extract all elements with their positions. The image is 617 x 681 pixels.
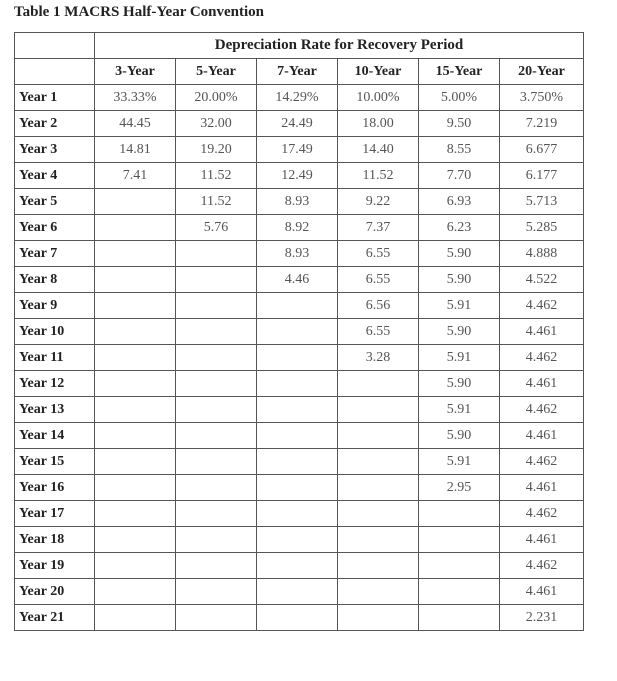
rate-cell: 4.461: [500, 475, 584, 501]
rate-cell: [95, 605, 176, 631]
row-label: Year 6: [15, 215, 95, 241]
rate-cell: [257, 527, 338, 553]
rate-cell: [419, 579, 500, 605]
column-header-row: [15, 59, 584, 85]
rate-cell: [419, 553, 500, 579]
column-header-7-year: 7-Year: [257, 59, 338, 85]
rate-cell: 24.49: [257, 111, 338, 137]
row-label: Year 21: [15, 605, 95, 631]
rate-cell: 6.677: [500, 137, 584, 163]
rate-cell: 17.49: [257, 137, 338, 163]
table-row: [15, 85, 584, 111]
rate-cell: [95, 293, 176, 319]
rate-cell: 4.462: [500, 397, 584, 423]
table-row: [15, 137, 584, 163]
group-header-row: [15, 33, 584, 59]
table-caption: Table 1 MACRS Half-Year Convention: [14, 4, 265, 20]
row-label: Year 8: [15, 267, 95, 293]
rate-cell: [95, 475, 176, 501]
rate-cell: 3.750%: [500, 85, 584, 111]
row-label: Year 20: [15, 579, 95, 605]
rate-cell: [338, 605, 419, 631]
rate-cell: 6.93: [419, 189, 500, 215]
rate-cell: 4.462: [500, 501, 584, 527]
rate-cell: [176, 371, 257, 397]
rate-cell: 5.91: [419, 293, 500, 319]
rate-cell: [257, 397, 338, 423]
rate-cell: 20.00%: [176, 85, 257, 111]
rate-cell: [95, 423, 176, 449]
rate-cell: [257, 345, 338, 371]
rate-cell: 11.52: [338, 163, 419, 189]
row-label: Year 12: [15, 371, 95, 397]
rate-cell: [176, 501, 257, 527]
rate-cell: 2.95: [419, 475, 500, 501]
rate-cell: 5.90: [419, 267, 500, 293]
rate-cell: 33.33%: [95, 85, 176, 111]
table-body: [15, 85, 584, 631]
rate-cell: 6.55: [338, 267, 419, 293]
rate-cell: 4.522: [500, 267, 584, 293]
rate-cell: 5.91: [419, 449, 500, 475]
rate-cell: [338, 579, 419, 605]
row-label: Year 19: [15, 553, 95, 579]
rate-cell: 5.91: [419, 397, 500, 423]
empty-label-header: [15, 59, 95, 85]
rate-cell: [95, 267, 176, 293]
rate-cell: 5.00%: [419, 85, 500, 111]
rate-cell: [176, 605, 257, 631]
rate-cell: 18.00: [338, 111, 419, 137]
rate-cell: [95, 241, 176, 267]
rate-cell: [176, 449, 257, 475]
rate-cell: 5.91: [419, 345, 500, 371]
row-label: Year 4: [15, 163, 95, 189]
table-row: [15, 553, 584, 579]
rate-cell: 4.46: [257, 267, 338, 293]
rate-cell: [338, 449, 419, 475]
rate-cell: [257, 319, 338, 345]
rate-cell: [419, 501, 500, 527]
column-header-5-year: 5-Year: [176, 59, 257, 85]
rate-cell: 2.231: [500, 605, 584, 631]
row-label: Year 5: [15, 189, 95, 215]
rate-cell: 9.22: [338, 189, 419, 215]
table-row: [15, 293, 584, 319]
rate-cell: [338, 501, 419, 527]
rate-cell: 32.00: [176, 111, 257, 137]
rate-cell: [338, 475, 419, 501]
rate-cell: [176, 319, 257, 345]
rate-cell: [176, 579, 257, 605]
table-row: [15, 475, 584, 501]
rate-cell: [257, 475, 338, 501]
rate-cell: [257, 293, 338, 319]
rate-cell: [338, 527, 419, 553]
rate-cell: [95, 319, 176, 345]
empty-corner-cell: [15, 33, 95, 59]
rate-cell: 11.52: [176, 189, 257, 215]
rate-cell: [176, 553, 257, 579]
table-row: [15, 163, 584, 189]
rate-cell: 4.461: [500, 527, 584, 553]
rate-cell: [176, 397, 257, 423]
rate-cell: 4.461: [500, 423, 584, 449]
rate-cell: [95, 501, 176, 527]
column-header-20-year: 20-Year: [500, 59, 584, 85]
rate-cell: [95, 579, 176, 605]
rate-cell: 5.90: [419, 319, 500, 345]
rate-cell: [176, 423, 257, 449]
rate-cell: 7.41: [95, 163, 176, 189]
row-label: Year 2: [15, 111, 95, 137]
rate-cell: [257, 605, 338, 631]
row-label: Year 18: [15, 527, 95, 553]
rate-cell: [257, 449, 338, 475]
rate-cell: [338, 371, 419, 397]
rate-cell: [419, 605, 500, 631]
table-row: [15, 579, 584, 605]
rate-cell: 6.23: [419, 215, 500, 241]
column-header-15-year: 15-Year: [419, 59, 500, 85]
table-row: [15, 111, 584, 137]
rate-cell: [176, 527, 257, 553]
rate-cell: 6.55: [338, 241, 419, 267]
row-label: Year 9: [15, 293, 95, 319]
rate-cell: [257, 579, 338, 605]
rate-cell: 3.28: [338, 345, 419, 371]
rate-cell: 14.81: [95, 137, 176, 163]
rate-cell: 4.461: [500, 579, 584, 605]
rate-cell: [257, 553, 338, 579]
rate-cell: 4.461: [500, 319, 584, 345]
rate-cell: 4.461: [500, 371, 584, 397]
rate-cell: [95, 527, 176, 553]
rate-cell: 8.93: [257, 241, 338, 267]
rate-cell: 8.55: [419, 137, 500, 163]
row-label: Year 13: [15, 397, 95, 423]
rate-cell: 8.93: [257, 189, 338, 215]
table-row: [15, 423, 584, 449]
rate-cell: [95, 215, 176, 241]
rate-cell: 4.462: [500, 345, 584, 371]
row-label: Year 10: [15, 319, 95, 345]
table-row: [15, 215, 584, 241]
rate-cell: 19.20: [176, 137, 257, 163]
rate-cell: 4.462: [500, 553, 584, 579]
rate-cell: [95, 397, 176, 423]
rate-cell: 11.52: [176, 163, 257, 189]
group-header: Depreciation Rate for Recovery Period: [95, 33, 584, 59]
row-label: Year 11: [15, 345, 95, 371]
rate-cell: [176, 475, 257, 501]
row-label: Year 14: [15, 423, 95, 449]
rate-cell: [95, 371, 176, 397]
rate-cell: [176, 293, 257, 319]
rate-cell: 7.70: [419, 163, 500, 189]
rate-cell: 6.56: [338, 293, 419, 319]
rate-cell: [257, 371, 338, 397]
row-label: Year 15: [15, 449, 95, 475]
rate-cell: 14.29%: [257, 85, 338, 111]
table-row: [15, 345, 584, 371]
rate-cell: [95, 345, 176, 371]
table-row: [15, 189, 584, 215]
rate-cell: [176, 241, 257, 267]
rate-cell: 5.713: [500, 189, 584, 215]
rate-cell: 8.92: [257, 215, 338, 241]
rate-cell: 6.55: [338, 319, 419, 345]
table-row: [15, 241, 584, 267]
row-label: Year 17: [15, 501, 95, 527]
rate-cell: 9.50: [419, 111, 500, 137]
rate-cell: 6.177: [500, 163, 584, 189]
macrs-table: [14, 32, 584, 631]
rate-cell: [419, 527, 500, 553]
rate-cell: 12.49: [257, 163, 338, 189]
rate-cell: [257, 423, 338, 449]
rate-cell: 14.40: [338, 137, 419, 163]
table-row: [15, 397, 584, 423]
table-row: [15, 319, 584, 345]
rate-cell: 5.90: [419, 423, 500, 449]
table-row: [15, 527, 584, 553]
rate-cell: [338, 553, 419, 579]
rate-cell: 4.462: [500, 449, 584, 475]
table-row: [15, 449, 584, 475]
rate-cell: 7.219: [500, 111, 584, 137]
rate-cell: 44.45: [95, 111, 176, 137]
row-label: Year 7: [15, 241, 95, 267]
row-label: Year 3: [15, 137, 95, 163]
rate-cell: 4.462: [500, 293, 584, 319]
rate-cell: [95, 553, 176, 579]
rate-cell: [338, 423, 419, 449]
rate-cell: [257, 501, 338, 527]
rate-cell: 5.90: [419, 371, 500, 397]
row-label: Year 1: [15, 85, 95, 111]
table-row: [15, 267, 584, 293]
table-row: [15, 605, 584, 631]
rate-cell: 4.888: [500, 241, 584, 267]
rate-cell: 5.76: [176, 215, 257, 241]
rate-cell: [95, 189, 176, 215]
rate-cell: [338, 397, 419, 423]
rate-cell: [95, 449, 176, 475]
rate-cell: 7.37: [338, 215, 419, 241]
row-label: Year 16: [15, 475, 95, 501]
table-row: [15, 371, 584, 397]
rate-cell: 10.00%: [338, 85, 419, 111]
table-row: [15, 501, 584, 527]
rate-cell: 5.285: [500, 215, 584, 241]
rate-cell: [176, 345, 257, 371]
column-header-3-year: 3-Year: [95, 59, 176, 85]
column-header-10-year: 10-Year: [338, 59, 419, 85]
rate-cell: [176, 267, 257, 293]
rate-cell: 5.90: [419, 241, 500, 267]
